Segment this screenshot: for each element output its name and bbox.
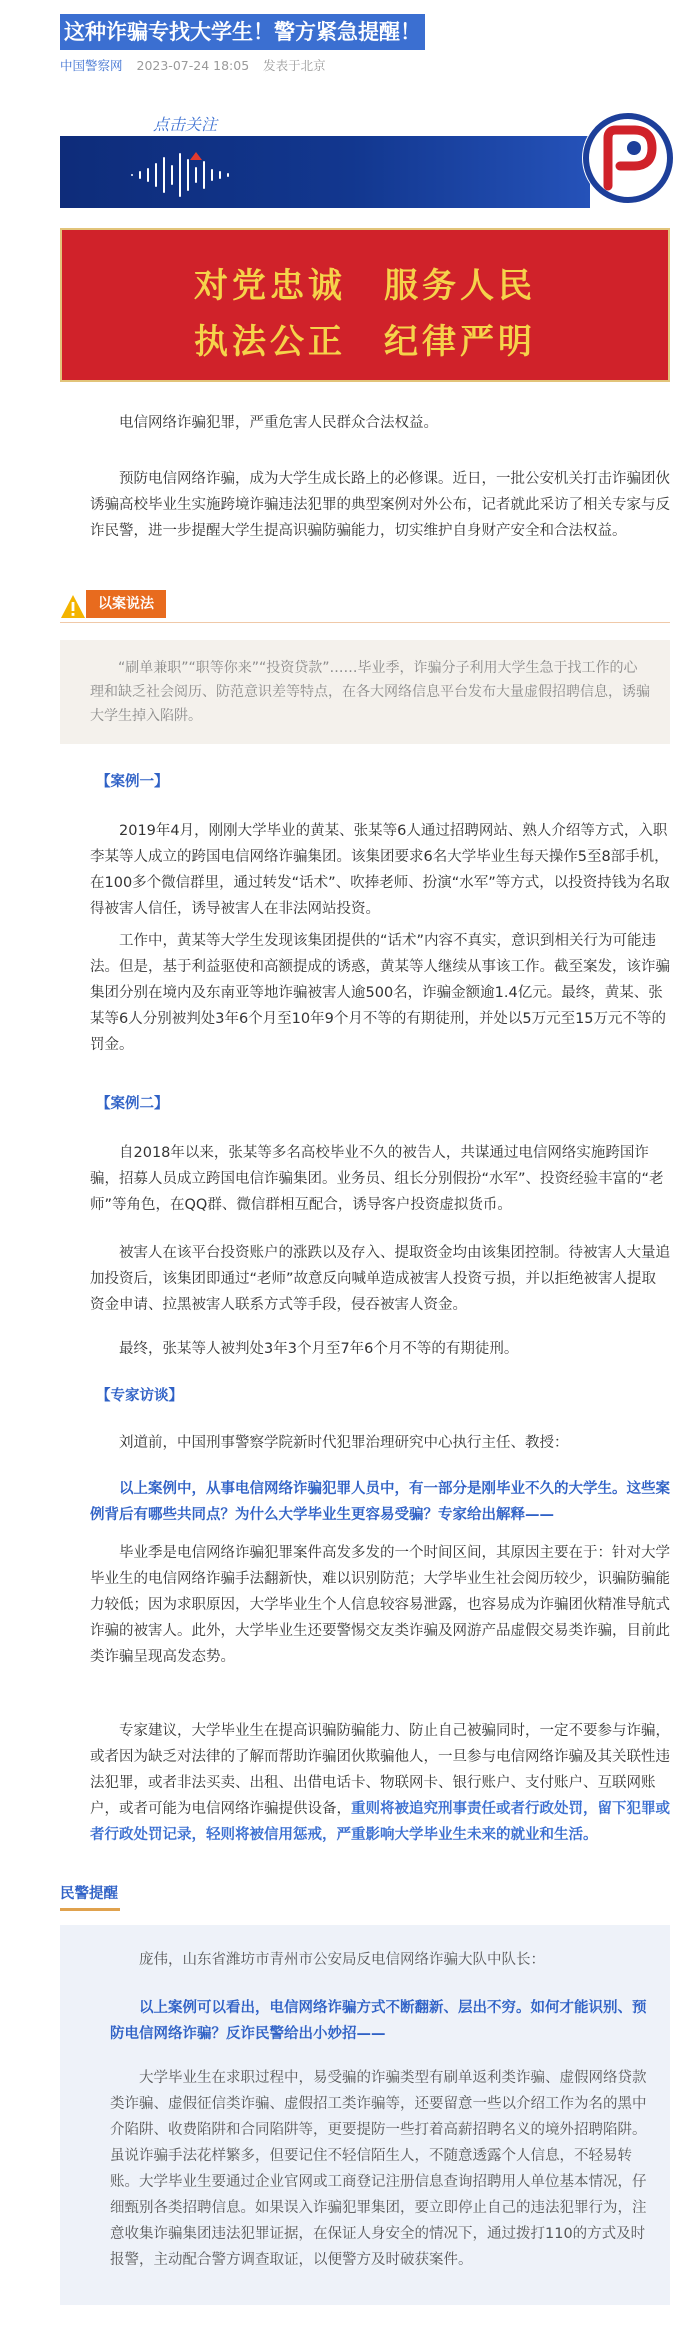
section-underline <box>60 1908 120 1911</box>
warning-icon <box>60 594 86 620</box>
soundwave-icon <box>128 150 248 200</box>
case-2-paragraph-2: 被害人在该平台投资账户的涨跌以及存入、提取资金均由该集团控制。待被害人大量追加投资后，该集团即通过“老师”故意反向喊单造成被害人投资亏损，并以拒绝被害人提取资金申请、拉黑被害人联系方式等手段，侵吞被害人资金。 <box>90 1245 670 1313</box>
slogan-line-1: 对党忠诚 服务人民 <box>194 266 536 306</box>
slogan-line-2: 执法公正 纪律严明 <box>194 322 536 362</box>
case-1-paragraph-1: 2019年4月，刚刚大学毕业的黄某、张某等6人通过招聘网站、熟人介绍等方式，入职李某等人成立的跨国电信网络诈骗集团。该集团要求6名大学毕业生每天操作5至8部手机，在100多个微信群里，通过转发“话术”、吹捧老师、扮演“水军”等方式，以投资持钱为名取得被害人信任，诱导被害人在非法网站投资。 <box>90 823 670 917</box>
case-1-paragraph-2: 工作中，黄某等大学生发现该集团提供的“话术”内容不真实，意识到相关行为可能违法。但是，基于利益驱使和高额提成的诱惑，黄某等人继续从事该工作。截至案发，该诈骗集团分别在境内及东南亚等地诈骗被害人逾500名，诈骗金额逾1.4亿元。最终，黄某、张某等6人分别被判处3年6个月至10年9个月不等的有期徒刑，并处以5万元至15万元不等的罚金。 <box>90 933 670 1053</box>
police-tips-box <box>60 1925 670 2305</box>
source-link[interactable]: 中国警察网 <box>60 58 123 73</box>
publish-location: 发表于北京 <box>263 58 326 73</box>
section-header-police <box>60 1882 118 1903</box>
case-2-paragraph-1: 自2018年以来，张某等多名高校毕业不久的被告人，共谋通过电信网络实施跨国诈骗，招募人员成立跨国电信诈骗集团。业务员、组长分别假扮“水军”、投资经验丰富的“老师”等角色，在QQ群、微信群相互配合，诱导客户投资虚拟货币。 <box>90 1145 664 1213</box>
police-advice: 大学毕业生在求职过程中，易受骗的诈骗类型有刷单返利类诈骗、虚假网络贷款类诈骗、虚假征信类诈骗、虚假招工类诈骗等，还要留意一些以介绍工作为名的黑中介陷阱、收费陷阱和合同陷阱等，更要提防一些打着高薪招聘名义的境外招聘陷阱。虽说诈骗手法花样繁多，但要记住不轻信陌生人，不随意透露个人信息，不轻易转账。大学毕业生要通过企业官网或工商登记注册信息查询招聘用人单位基本情况，仔细甄别各类招聘信息。如果误入诈骗犯罪集团，要立即停止自己的违法犯罪行为，注意收集诈骗集团违法犯罪证据，在保证人身安全的情况下，通过拨打110的方式及时报警，主动配合警方调查取证，以便警方及时破获案件。 <box>110 2070 647 2268</box>
follow-label[interactable]: 点击关注 <box>153 115 218 134</box>
expert-advice-warning: 重则将被追究刑事责任或者行政处罚，留下犯罪或者行政处罚记录，轻则将被信用惩戒，严重影响大学毕业生未来的就业和生活。 <box>90 1801 670 1843</box>
case-intro-text: “刷单兼职”“职等你来”“投资贷款”……毕业季，诈骗分子利用大学生急于找工作的心理和缺乏社会阅历、防范意识差等特点，在各大网络信息平台发布大量虚假招聘信息，诱骗大学生掉入陷阱。 <box>90 660 650 724</box>
expert-label: 【专家访谈】 <box>96 1388 183 1404</box>
expert-intro: 刘道前，中国刑事警察学院新时代犯罪治理研究中心执行主任、教授： <box>119 1435 569 1451</box>
publish-datetime: 2023-07-24 18:05 <box>136 58 250 73</box>
expert-advice-text: 专家建议，大学毕业生在提高识骗防骗能力、防止自己被骗同时，一定不要参与诈骗，或者因为缺乏对法律的了解而帮助诈骗团伙欺骗他人，一旦参与电信网络诈骗及其关联性违法犯罪，或者非法买卖、出租、出借电话卡、物联网卡、银行账户、支付账户、互联网账户，或者可能为电信网络诈骗提供设备， <box>90 1723 670 1817</box>
case-1-label: 【案例一】 <box>96 774 169 790</box>
article-title: 这种诈骗专找大学生！警方紧急提醒！ <box>60 14 425 50</box>
expert-question: 以上案例中，从事电信网络诈骗犯罪人员中，有一部分是刚毕业不久的大学生。这些案例背后有哪些共同点？为什么大学毕业生更容易受骗？专家给出解释—— <box>90 1481 670 1523</box>
police-intro: 庞伟，山东省潍坊市青州市公安局反电信网络诈骗大队中队长： <box>139 1952 545 1968</box>
intro-paragraph-1: 电信网络诈骗犯罪，严重危害人民群众合法权益。 <box>119 415 438 431</box>
case-intro-quote <box>60 640 670 744</box>
police-question: 以上案例可以看出，电信网络诈骗方式不断翻新、层出不穷。如何才能识别、预防电信网络诈骗？反诈民警给出小妙招—— <box>110 2000 647 2042</box>
section-label-case: 以案说法 <box>86 590 166 618</box>
police-logo-icon <box>578 108 678 208</box>
intro-paragraph-2: 预防电信网络诈骗，成为大学生成长路上的必修课。近日，一批公安机关打击诈骗团伙诱骗高校毕业生实施跨境诈骗违法犯罪的典型案例对外公布，记者就此采访了相关专家与反诈民警，进一步提醒大学生提高识骗防骗能力，切实维护自身财产安全和合法权益。 <box>90 471 670 539</box>
case-2-paragraph-3: 最终，张某等人被判处3年3个月至7年6个月不等的有期徒刑。 <box>119 1341 519 1357</box>
section-divider <box>60 622 670 623</box>
expert-paragraph-3 <box>90 1718 670 1848</box>
expert-paragraph-2: 毕业季是电信网络诈骗犯罪案件高发多发的一个时间区间，其原因主要在于：针对大学毕业生的电信网络诈骗手法翻新快，难以识别防范；大学毕业生社会阅历较少，识骗防骗能力较低；因为求职原因，大学毕业生个人信息较容易泄露，也容易成为诈骗团伙精准导航式诈骗的被害人。此外，大学毕业生还要警惕交友类诈骗及网游产品虚假交易类诈骗，目前此类诈骗呈现高发态势。 <box>90 1545 670 1665</box>
case-2-label: 【案例二】 <box>96 1096 169 1112</box>
slogan-banner <box>60 228 670 382</box>
article-meta <box>60 56 326 74</box>
section-label-police: 民警提醒 <box>60 1886 118 1902</box>
